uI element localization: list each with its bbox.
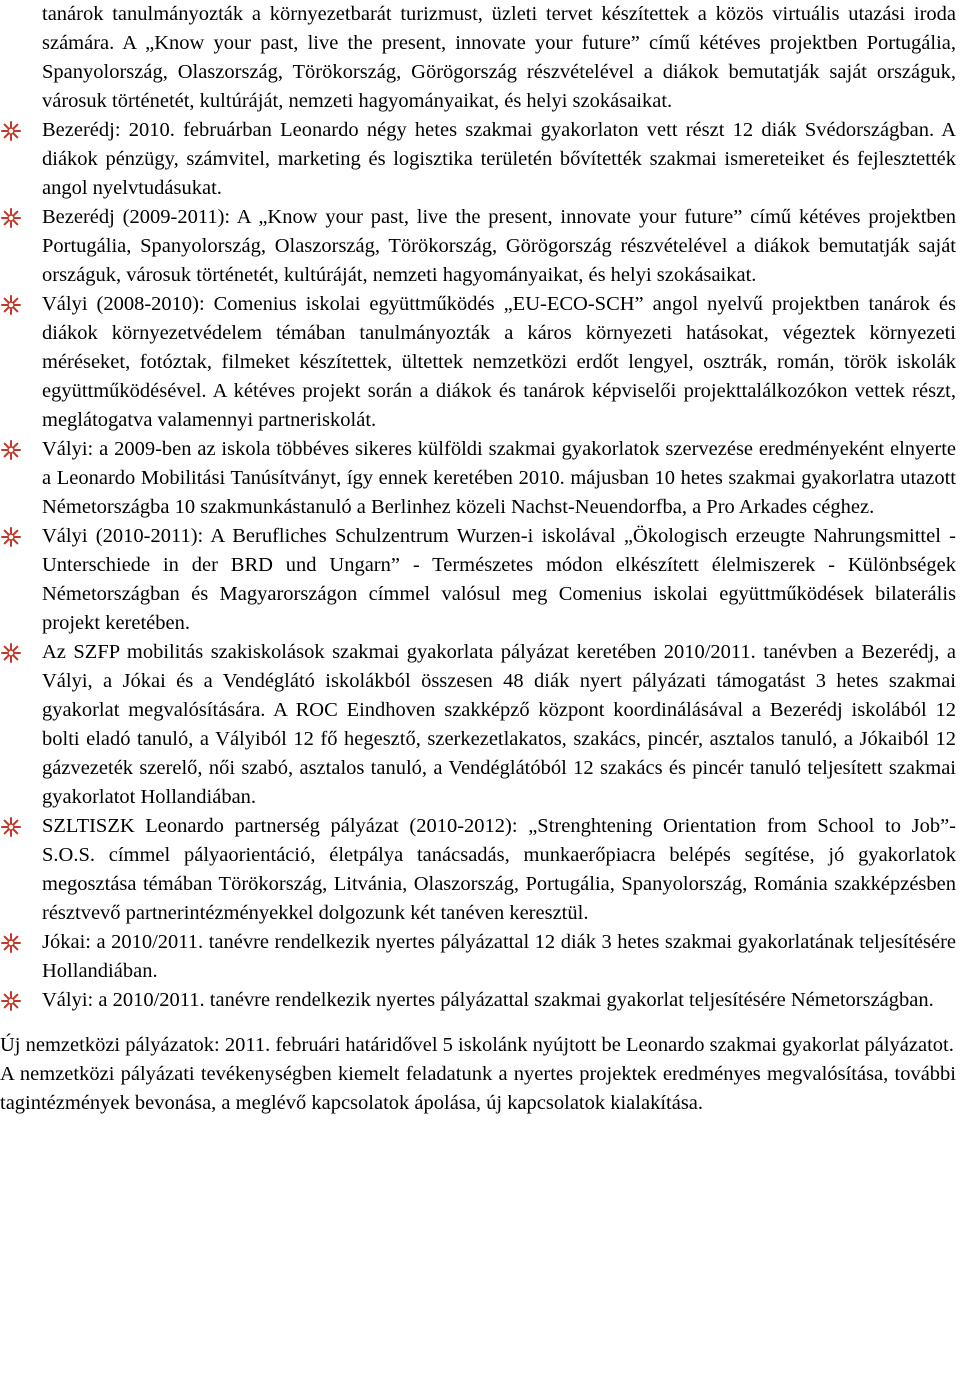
bullet-text: Az SZFP mobilitás szakiskolások szakmai gyakorlata pályázat keretében 2010/2011. tanévben a Bezerédj, a Vályi, a Jókai és a Vendéglátó iskolákból összesen 48 diák nyert pályázati támogatást 3 hetes szakmai gyakorlat megvalósítására. A ROC Eindhoven szakképző központ koordinálásával a Bezerédj iskolából 12 bolti eladó tanuló, a Vályiból 12 fő hegesztő, szerkezetlakatos, szakács, pincér, asztalos tanuló, a Jókaiból 12 gázvezeték szerelő, női szabó, asztalos tanuló, a Vendéglátóból 12 szakács és pincér tanuló teljesített szakmai gyakorlatot Hollandiában. <box>42 641 956 808</box>
bullet-text: SZLTISZK Leonardo partnerség pályázat (2010-2012): „Strenghtening Orientation from School to Job”- S.O.S. címmel pályaorientáció, életpálya tanácsadás, munkaerőpiacra belépés segítése, jó gyakorlatok megosztása témában Törökország, Litvánia, Olaszország, Portugália, Spanyolország, Románia szakképzésben résztvevő partnerintézményekkel dolgozunk két tanéven keresztül. <box>42 815 956 924</box>
bullet-text: Vályi: a 2009-ben az iskola többéves sikeres külföldi szakmai gyakorlatok szervezése eredményeként elnyerte a Leonardo Mobilitási Tanúsítványt, így ennek keretében 2010. májusban 10 hetes szakmai gyakorlatra utazott Németországba 10 szakmunkástanuló a Berlinhez közeli Nachst-Neuendorfba, a Pro Arkades céghez. <box>42 438 956 518</box>
bullet-text: Bezerédj: 2010. februárban Leonardo négy hetes szakmai gyakorlaton vett részt 12 diák Svédországban. A diákok pénzügy, számvitel, marketing és logisztika területén bővítették szakmai ismereteiket és fejlesztették angol nyelvtudásukat. <box>42 119 956 199</box>
bullet-item <box>0 638 960 812</box>
snowflake-bullet-icon <box>0 816 22 838</box>
intro-continuation-paragraph: tanárok tanulmányozták a környezetbarát turizmust, üzleti tervet készítettek a közös virtuális utazási iroda számára. A „Know your past, live the present, innovate your future” című kétéves projektben Portugália, Spanyolország, Olaszország, Törökország, Görögország részvételével a diákok bemutatják saját országuk, városuk történetét, kultúráját, nemzeti hagyományaikat, és helyi szokásaikat. <box>42 3 956 112</box>
bullet-item <box>0 290 960 435</box>
bullet-item <box>0 116 960 203</box>
snowflake-bullet-icon <box>0 526 22 548</box>
snowflake-bullet-icon <box>0 207 22 229</box>
closing-paragraph: A nemzetközi pályázati tevékenységben kiemelt feladatunk a nyertes projektek eredményes megvalósítása, további tagintézmények bevonása, a meglévő kapcsolatok ápolása, új kapcsolatok kialakítása. <box>0 1063 956 1114</box>
bullet-item <box>0 812 960 928</box>
closing-section <box>0 1031 960 1118</box>
bullet-item <box>0 928 960 986</box>
bullet-text: Vályi (2010-2011): A Berufliches Schulzentrum Wurzen-i iskolával „Ökologisch erzeugte Nahrungsmittel - Unterschiede in der BRD und Ungarn” - Természetes módon elkészített élelmiszerek - Különbségek Németországban és Magyarországon címmel valósul meg Comenius iskolai együttműködések bilaterális projekt keretében. <box>42 525 956 634</box>
snowflake-bullet-icon <box>0 990 22 1012</box>
bullet-item <box>0 435 960 522</box>
closing-paragraph: Új nemzetközi pályázatok: 2011. februári határidővel 5 iskolánk nyújtott be Leonardo szakmai gyakorlat pályázatot. <box>0 1034 954 1056</box>
bullet-text: Vályi: a 2010/2011. tanévre rendelkezik nyertes pályázattal szakmai gyakorlat teljesítésére Németországban. <box>42 989 934 1011</box>
bullet-text: Bezerédj (2009-2011): A „Know your past, live the present, innovate your future” című kétéves projektben Portugália, Spanyolország, Olaszország, Törökország, Görögország részvételével a diákok bemutatják saját országuk, városuk történetét, kultúráját, nemzeti hagyományaikat, és helyi szokásaikat. <box>42 206 956 286</box>
bullet-item <box>0 986 960 1015</box>
snowflake-bullet-icon <box>0 642 22 664</box>
snowflake-bullet-icon <box>0 439 22 461</box>
bullet-text: Vályi (2008-2010): Comenius iskolai együttműködés „EU-ECO-SCH” angol nyelvű projektben tanárok és diákok környezetvédelem témában tanulmányozták a káros környezeti hatásokat, végeztek környezeti méréseket, fotóztak, filmeket készítettek, ültettek nemzetközi erdőt lengyel, osztrák, román, török iskolák együttműködésével. A kétéves projekt során a diákok és tanárok képviselői projekttalálkozókon vettek részt, meglátogatva valamennyi partneriskolát. <box>42 293 956 431</box>
snowflake-bullet-icon <box>0 120 22 142</box>
snowflake-bullet-icon <box>0 932 22 954</box>
bullet-text: Jókai: a 2010/2011. tanévre rendelkezik nyertes pályázattal 12 diák 3 hetes szakmai gyakorlatának teljesítésére Hollandiában. <box>42 931 956 982</box>
bullet-item <box>0 522 960 638</box>
project-bullet-list <box>0 116 960 1015</box>
snowflake-bullet-icon <box>0 294 22 316</box>
bullet-item <box>0 203 960 290</box>
